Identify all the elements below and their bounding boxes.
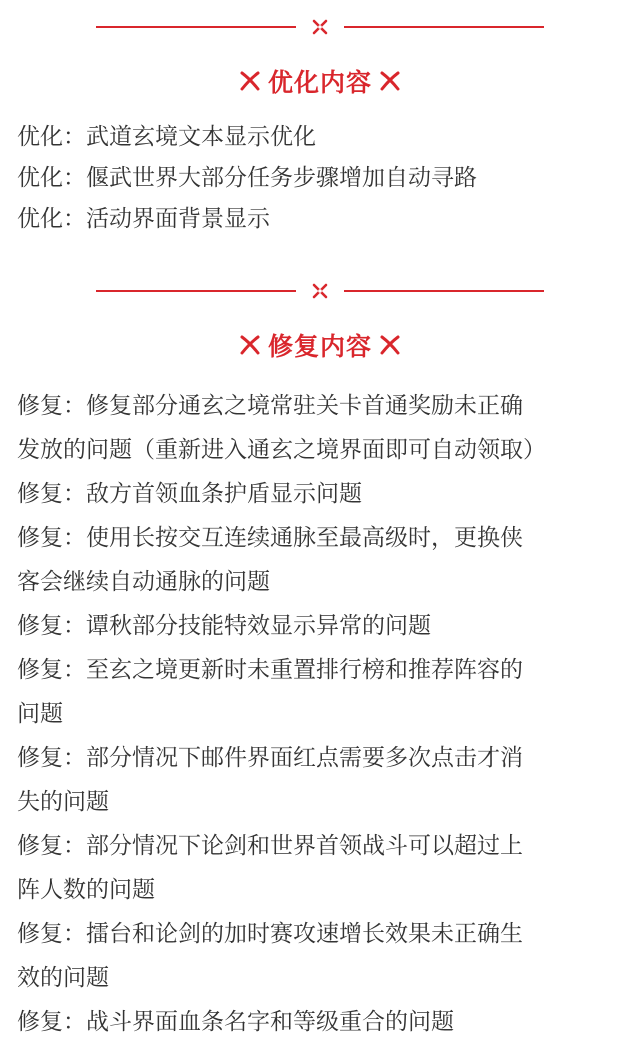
list-item: 失的问题 — [17, 789, 109, 815]
list-item: 修复：战斗界面血条名字和等级重合的问题 — [17, 1009, 454, 1035]
list-item: 客会继续自动通脉的问题 — [17, 569, 270, 595]
fix-heading — [0, 325, 640, 365]
cross-flourish-icon — [311, 18, 329, 36]
optimize-heading-title: 优化内容 — [267, 68, 372, 97]
list-item: 修复：部分情况下邮件界面红点需要多次点击才消 — [17, 745, 523, 771]
list-item: 发放的问题（重新进入通玄之境界面即可自动领取） — [17, 437, 546, 463]
divider-line-left — [96, 26, 296, 28]
section-divider-optimize — [0, 17, 640, 37]
list-item: 问题 — [17, 701, 63, 727]
list-item: 修复：修复部分通玄之境常驻关卡首通奖励未正确 — [17, 393, 523, 419]
list-item: 优化：活动界面背景显示 — [17, 206, 270, 232]
list-item: 修复：使用长按交互连续通脉至最高级时，更换侠 — [17, 525, 523, 551]
divider-line-left — [96, 290, 296, 292]
cross-flourish-icon — [378, 69, 402, 93]
cross-flourish-icon — [238, 333, 262, 357]
list-item: 修复：谭秋部分技能特效显示异常的问题 — [17, 613, 431, 639]
cross-flourish-icon — [378, 333, 402, 357]
cross-flourish-icon — [311, 282, 329, 300]
section-divider-fix — [0, 281, 640, 301]
fix-list — [17, 384, 546, 1044]
optimize-heading — [0, 61, 640, 101]
list-item: 优化：偃武世界大部分任务步骤增加自动寻路 — [17, 165, 477, 191]
fix-heading-title: 修复内容 — [267, 332, 372, 361]
list-item: 修复：部分情况下论剑和世界首领战斗可以超过上 — [17, 833, 523, 859]
list-item: 修复：至玄之境更新时未重置排行榜和推荐阵容的 — [17, 657, 523, 683]
divider-line-right — [344, 290, 544, 292]
list-item: 修复：敌方首领血条护盾显示问题 — [17, 481, 362, 507]
list-item: 阵人数的问题 — [17, 877, 155, 903]
list-item: 优化：武道玄境文本显示优化 — [17, 124, 316, 150]
list-item: 效的问题 — [17, 965, 109, 991]
divider-line-right — [344, 26, 544, 28]
optimize-list — [17, 117, 477, 240]
cross-flourish-icon — [238, 69, 262, 93]
list-item: 修复：擂台和论剑的加时赛攻速增长效果未正确生 — [17, 921, 523, 947]
